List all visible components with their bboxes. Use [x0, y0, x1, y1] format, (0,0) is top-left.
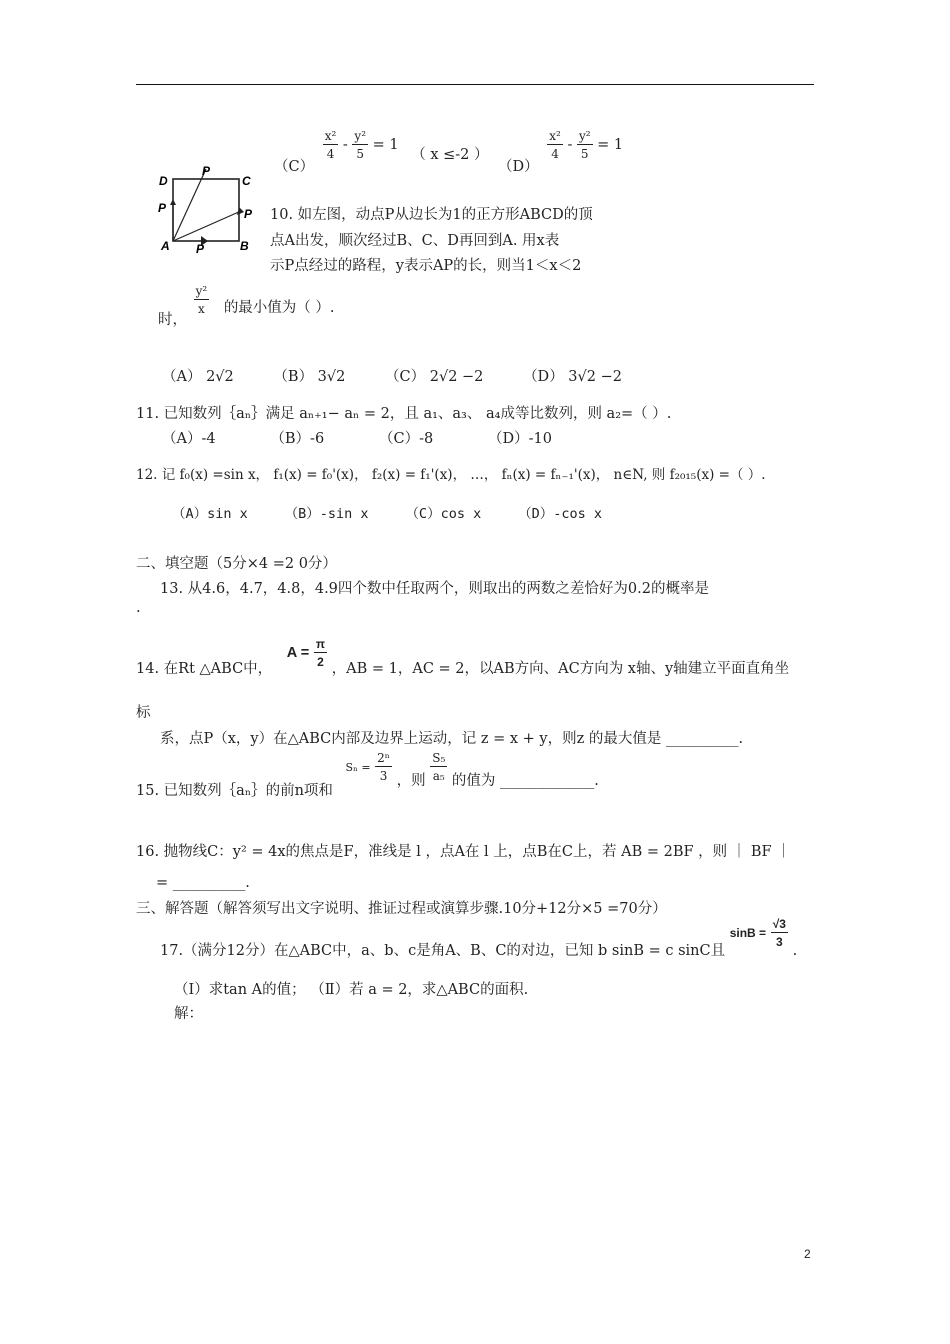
label-b: B — [240, 239, 249, 253]
label-p-bottom: P — [196, 242, 205, 255]
q17-line1: 17.（满分12分）在△ABC中，a、b、c是角A、B、C的对边，已知 b sinB = c sinC且 sinB = $\frac{√3}{3}$ . — [160, 917, 798, 959]
q10-option-b: （B） 3√2 — [273, 369, 346, 385]
q11-option-d: （D）-10 — [488, 431, 552, 447]
section-2-title: 二、填空题（5分×4 =2 0分） — [136, 556, 337, 572]
q10-option-a: （A） 2√2 — [162, 369, 234, 385]
q16-line2: = __________. — [156, 875, 250, 891]
q17-parts: （Ⅰ）求tan A的值； （Ⅱ）若 a = 2，求△ABC的面积. — [174, 982, 529, 998]
q12-option-a: （A）sin x — [172, 506, 248, 522]
q11-option-c: （C）-8 — [378, 431, 434, 447]
q10-options — [162, 365, 622, 386]
q12-option-d: （D）-cos x — [518, 506, 602, 522]
q10-line4: 时， $\frac{\text{y²}}{x}$ 的最小值为（ ）. — [158, 284, 335, 328]
label-a: A — [161, 239, 170, 253]
q9-option-d: （D） $\frac{\text{x²}}{4}$ - $\frac{\text{y²}}{5}$ = 1 — [498, 129, 624, 175]
q14-line3: 系，点P（x，y）在△ABC内部及边界上运动，记 z = x + y，则z 的最大值是 __________. — [160, 731, 744, 747]
q10-line1: 10. 如左图，动点P从边长为1的正方形ABCD的顶 — [270, 207, 593, 223]
label-p-left: P — [158, 201, 167, 215]
q12-options — [172, 502, 602, 522]
label-d: D — [159, 174, 168, 188]
q13-line2: . — [136, 600, 141, 616]
q11-option-b: （B）-6 — [270, 431, 325, 447]
label-c: C — [242, 174, 251, 188]
q10-line3: 示P点经过的路程，y表示AP的长，则当1＜x＜2 — [270, 258, 582, 274]
q9-option-c: （C） $\frac{\text{x²}}{4}$ - $\frac{\text{y²}}{5}$ = 1 （ x ≤-2 ） — [274, 129, 489, 175]
q14-line2: 标 — [136, 705, 151, 721]
label-p-right: P — [244, 207, 253, 221]
q17-solve: 解： — [174, 1006, 203, 1022]
section-3-title: 三、解答题（解答须写出文字说明、推证过程或演算步骤.10分+12分×5 =70分） — [136, 901, 667, 917]
q11-stem: 11. 已知数列｛aₙ｝满足 aₙ₊₁− aₙ = 2，且 a₁、a₃、 a₄成等比数列，则 a₂=（ ）. — [136, 406, 672, 422]
q12-option-c: （C）cos x — [405, 506, 482, 522]
q11-options — [162, 427, 552, 448]
q16-line1: 16. 抛物线C：y² = 4x的焦点是F，准线是 l ，点A在 l 上，点B在C上，若 AB = 2BF ，则 ｜ BF ｜ — [136, 844, 791, 860]
q12-stem: 12. 记 f₀(x) =sin x， f₁(x) = f₀'(x)， f₂(x) = f₁'(x)， …， fₙ(x) = fₙ₋₁'(x)， n∈N, 则 f₂₀₁₅(x) =（ ）. — [136, 467, 766, 483]
header-rule — [136, 84, 814, 85]
q12-option-b: （B）-sin x — [284, 506, 369, 522]
square-path-figure — [156, 163, 260, 255]
q10-option-d: （D） 3√2 −2 — [523, 369, 622, 385]
q10-option-c: （C） 2√2 −2 — [385, 369, 484, 385]
q11-option-a: （A）-4 — [162, 431, 216, 447]
q10-line2: 点A出发，顺次经过B、C、D再回到A. 用x表 — [270, 233, 560, 249]
page-number: 2 — [804, 1247, 811, 1261]
label-p-top: P — [202, 164, 211, 178]
q15-line: 15. 已知数列｛aₙ｝的前n项和 Sₙ = $\frac{\text{2ⁿ}}{3}$ ，则 $\frac{\text{S₅}}{\text{a₅}}$ 的值为 _____________. — [136, 751, 599, 799]
q14-line1: 14. 在Rt △ABC中， A = $\frac{\pi}{2}$ ，AB = 1，AC = 2，以AB方向、AC方向为 x轴、y轴建立平面直角坐 — [136, 637, 790, 677]
q13-line1: 13. 从4.6，4.7，4.8，4.9四个数中任取两个，则取出的两数之差恰好为0.2的概率是 — [160, 581, 709, 597]
